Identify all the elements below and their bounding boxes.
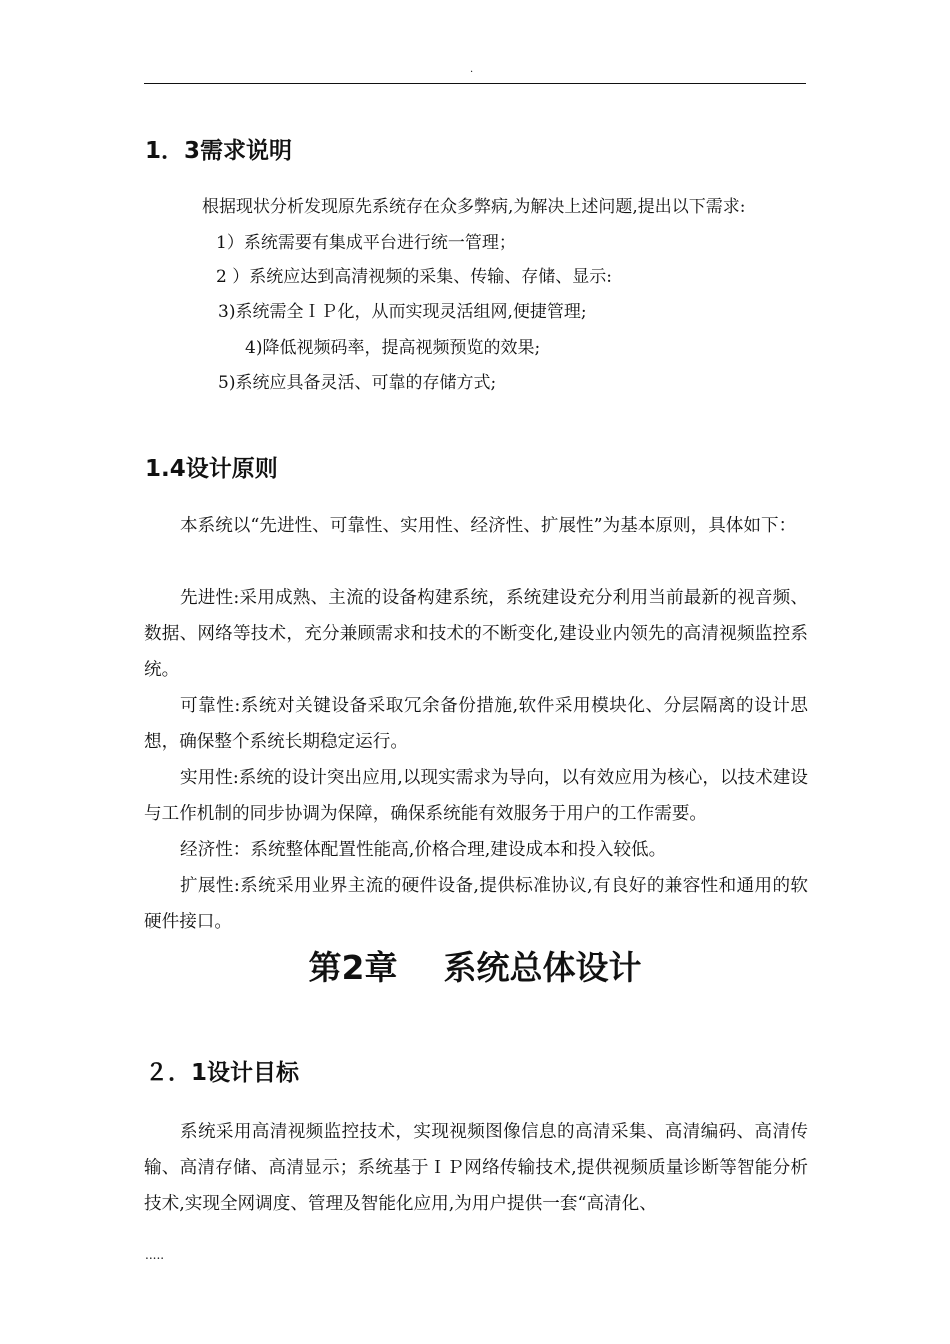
principle-extensible: 扩展性:系统采用业界主流的硬件设备,提供标准协议,有良好的兼容性和通用的软硬件接口。 (144, 876, 808, 932)
requirement-item-4: 4)降低视频码率，提高视频预览的效果; (245, 338, 541, 358)
header-mark: . (470, 64, 474, 75)
section-2-1-heading: ２．1设计目标 (145, 1060, 300, 1086)
footer-mark: ..... (145, 1248, 165, 1262)
requirement-item-3: 3)系统需全ＩＰ化，从而实现灵活组网,便捷管理; (218, 302, 587, 322)
principle-practical: 实用性:系统的设计突出应用,以现实需求为导向，以有效应用为核心，以技术建设与工作机制的同步协调为保障，确保系统能有效服务于用户的工作需要。 (144, 768, 808, 824)
design-goal-body: 系统采用高清视频监控技术，实现视频图像信息的高清采集、高清编码、高清传输、高清存储、高清显示；系统基于ＩＰ网络传输技术,提供视频质量诊断等智能分析技术,实现全网调度、管理及智能化应用,为用户提供一套“高清化、 (144, 1122, 808, 1214)
principle-advanced: 先进性:采用成熟、主流的设备构建系统，系统建设充分利用当前最新的视音频、数据、网络等技术，充分兼顾需求和技术的不断变化,建设业内领先的高清视频监控系统。 (144, 588, 808, 680)
header-rule (144, 83, 806, 84)
principle-reliable: 可靠性:系统对关键设备采取冗余备份措施,软件采用模块化、分层隔离的设计思想，确保整个系统长期稳定运行。 (144, 696, 808, 752)
requirements-intro: 根据现状分析发现原先系统存在众多弊病,为解决上述问题,提出以下需求: (202, 197, 746, 217)
requirement-item-1: 1）系统需要有集成平台进行统一管理； (216, 233, 516, 253)
section-1-4-heading: 1.4设计原则 (145, 456, 278, 482)
section-1-3-heading: 1．3需求说明 (145, 138, 293, 164)
chapter-2-title: 第2章 系统总体设计 (308, 948, 642, 987)
principles-intro: 本系统以“先进性、可靠性、实用性、经济性、扩展性”为基本原则，具体如下： (180, 516, 797, 536)
principle-economical: 经济性：系统整体配置性能高,价格合理,建设成本和投入较低。 (180, 840, 667, 860)
requirement-item-2: 2 ）系统应达到高清视频的采集、传输、存储、显示: (216, 267, 612, 287)
requirement-item-5: 5)系统应具备灵活、可靠的存储方式; (218, 373, 497, 393)
